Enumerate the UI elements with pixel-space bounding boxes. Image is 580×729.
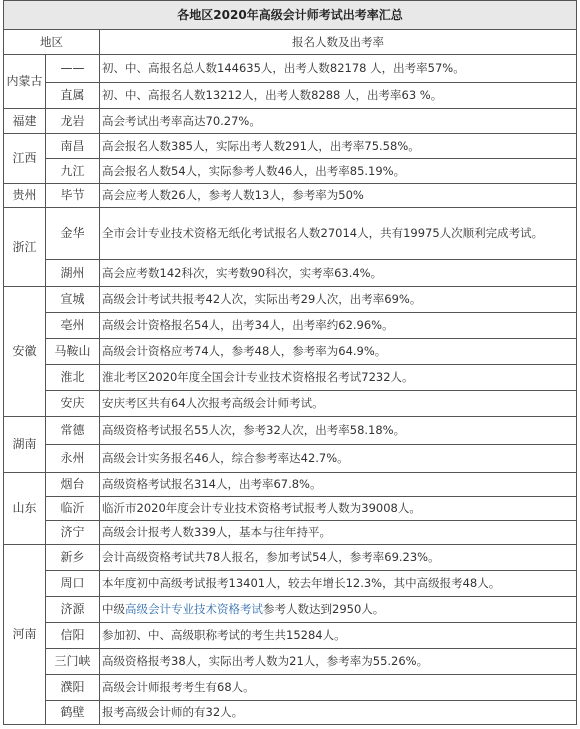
region-cell: 贵州 <box>4 184 46 208</box>
region-cell: 山东 <box>4 473 46 545</box>
table-row <box>4 83 577 109</box>
table-row <box>4 497 577 521</box>
city-cell: 毕节 <box>46 184 100 208</box>
stat-cell: 高会报名人数385人，实际出考人数291人，出考率75.58%。 <box>100 134 577 159</box>
header-region: 地区 <box>4 30 100 55</box>
table-row <box>4 184 577 208</box>
stat-cell: 高会考试出考率高达70.27%。 <box>100 109 577 134</box>
region-cell: 湖南 <box>4 417 46 473</box>
stat-cell: 高会报名人数54人，实际参考人数46人，出考率85.19%。 <box>100 159 577 184</box>
stat-cell: 高级会计资格报名54人，出考34人，出考率约62.96%。 <box>100 313 577 339</box>
table-row <box>4 417 577 445</box>
city-cell: 永州 <box>46 445 100 473</box>
header-row <box>4 30 577 55</box>
title-row <box>4 1 577 30</box>
table-row <box>4 623 577 649</box>
stat-cell: 高级资格考试报名55人次，参考32人次，出考率58.18%。 <box>100 417 577 445</box>
summary-table <box>3 0 577 725</box>
table-row <box>4 109 577 134</box>
city-cell: 直属 <box>46 83 100 109</box>
region-cell: 内蒙古 <box>4 55 46 109</box>
region-cell: 福建 <box>4 109 46 134</box>
stat-cell: 高级资格报考38人，实际出考人数为21人，参考率为55.26%。 <box>100 649 577 675</box>
city-cell: 淮北 <box>46 365 100 391</box>
stat-cell: 高会应考人数26人，参考人数13人，参考率为50% <box>100 184 577 208</box>
table-row <box>4 701 577 725</box>
stat-text-after: 参考人数达到2950人。 <box>263 602 385 616</box>
table-row <box>4 365 577 391</box>
stat-cell <box>100 597 577 623</box>
table-row <box>4 159 577 184</box>
stat-cell: 高级会计报考人数339人，基本与往年持平。 <box>100 521 577 545</box>
city-cell: 九江 <box>46 159 100 184</box>
city-cell: 亳州 <box>46 313 100 339</box>
city-cell: 常德 <box>46 417 100 445</box>
city-cell: 济源 <box>46 597 100 623</box>
city-cell: 新乡 <box>46 545 100 571</box>
stat-cell: 高级会计实务报名46人，综合参考率达42.7%。 <box>100 445 577 473</box>
stat-cell: 安庆考区共有64人次报考高级会计师考试。 <box>100 391 577 417</box>
city-cell: 宣城 <box>46 287 100 313</box>
city-cell: 信阳 <box>46 623 100 649</box>
stat-cell: 高级会计师报考考生有68人。 <box>100 675 577 701</box>
table-row <box>4 313 577 339</box>
region-cell: 安徽 <box>4 287 46 417</box>
city-cell: 马鞍山 <box>46 339 100 365</box>
city-cell: 周口 <box>46 571 100 597</box>
table-row <box>4 571 577 597</box>
city-cell: 濮阳 <box>46 675 100 701</box>
table-row <box>4 473 577 497</box>
city-cell: —— <box>46 55 100 83</box>
city-cell: 临沂 <box>46 497 100 521</box>
table-row <box>4 208 577 260</box>
stat-cell: 全市会计专业技术资格无纸化考试报名人数27014人，共有19975人次顺利完成考试。 <box>100 208 577 260</box>
city-cell: 安庆 <box>46 391 100 417</box>
stat-cell: 会计高级资格考试共78人报名，参加考试54人，参考率69.23%。 <box>100 545 577 571</box>
table-row <box>4 521 577 545</box>
stat-cell: 高级资格考试报名314人，出考率67.8%。 <box>100 473 577 497</box>
table-row <box>4 134 577 159</box>
city-cell: 金华 <box>46 208 100 260</box>
table-row <box>4 445 577 473</box>
table-row <box>4 545 577 571</box>
city-cell: 湖州 <box>46 260 100 287</box>
city-cell: 龙岩 <box>46 109 100 134</box>
stat-cell: 高会应考数142科次，实考数90科次，实考率63.4%。 <box>100 260 577 287</box>
stat-cell: 高级会计考试共报考42人次，实际出考29人次，出考率69%。 <box>100 287 577 313</box>
stat-cell: 临沂市2020年度会计专业技术资格考试报考人数为39008人。 <box>100 497 577 521</box>
city-cell: 南昌 <box>46 134 100 159</box>
table-row <box>4 675 577 701</box>
region-cell: 河南 <box>4 545 46 725</box>
exam-link[interactable]: 高级会计专业技术资格考试 <box>125 602 263 616</box>
city-cell: 烟台 <box>46 473 100 497</box>
stat-cell: 高级会计资格应考74人，参考48人，参考率为64.9%。 <box>100 339 577 365</box>
header-stat: 报名人数及出考率 <box>100 30 577 55</box>
region-cell: 江西 <box>4 134 46 184</box>
table-row <box>4 287 577 313</box>
table-row <box>4 597 577 623</box>
table-row <box>4 339 577 365</box>
stat-cell: 淮北考区2020年度全国会计专业技术资格报名考试7232人。 <box>100 365 577 391</box>
city-cell: 鹤壁 <box>46 701 100 725</box>
stat-cell: 报考高级会计师的有32人。 <box>100 701 577 725</box>
table-row <box>4 55 577 83</box>
table-row <box>4 391 577 417</box>
region-cell: 浙江 <box>4 208 46 287</box>
stat-cell: 初、中、高报名总人数144635人，出考人数82178 人，出考率57%。 <box>100 55 577 83</box>
table-title: 各地区2020年高级会计师考试出考率汇总 <box>4 1 577 30</box>
table-row <box>4 649 577 675</box>
stat-text-before: 中级 <box>102 602 125 616</box>
stat-cell: 本年度初中高级考试报考13401人，较去年增长12.3%，其中高级报考48人。 <box>100 571 577 597</box>
stat-cell: 初、中、高报名人数13212人，出考人数8288 人，出考率63 %。 <box>100 83 577 109</box>
city-cell: 济宁 <box>46 521 100 545</box>
table-row <box>4 260 577 287</box>
stat-cell: 参加初、中、高级职称考试的考生共15284人。 <box>100 623 577 649</box>
city-cell: 三门峡 <box>46 649 100 675</box>
